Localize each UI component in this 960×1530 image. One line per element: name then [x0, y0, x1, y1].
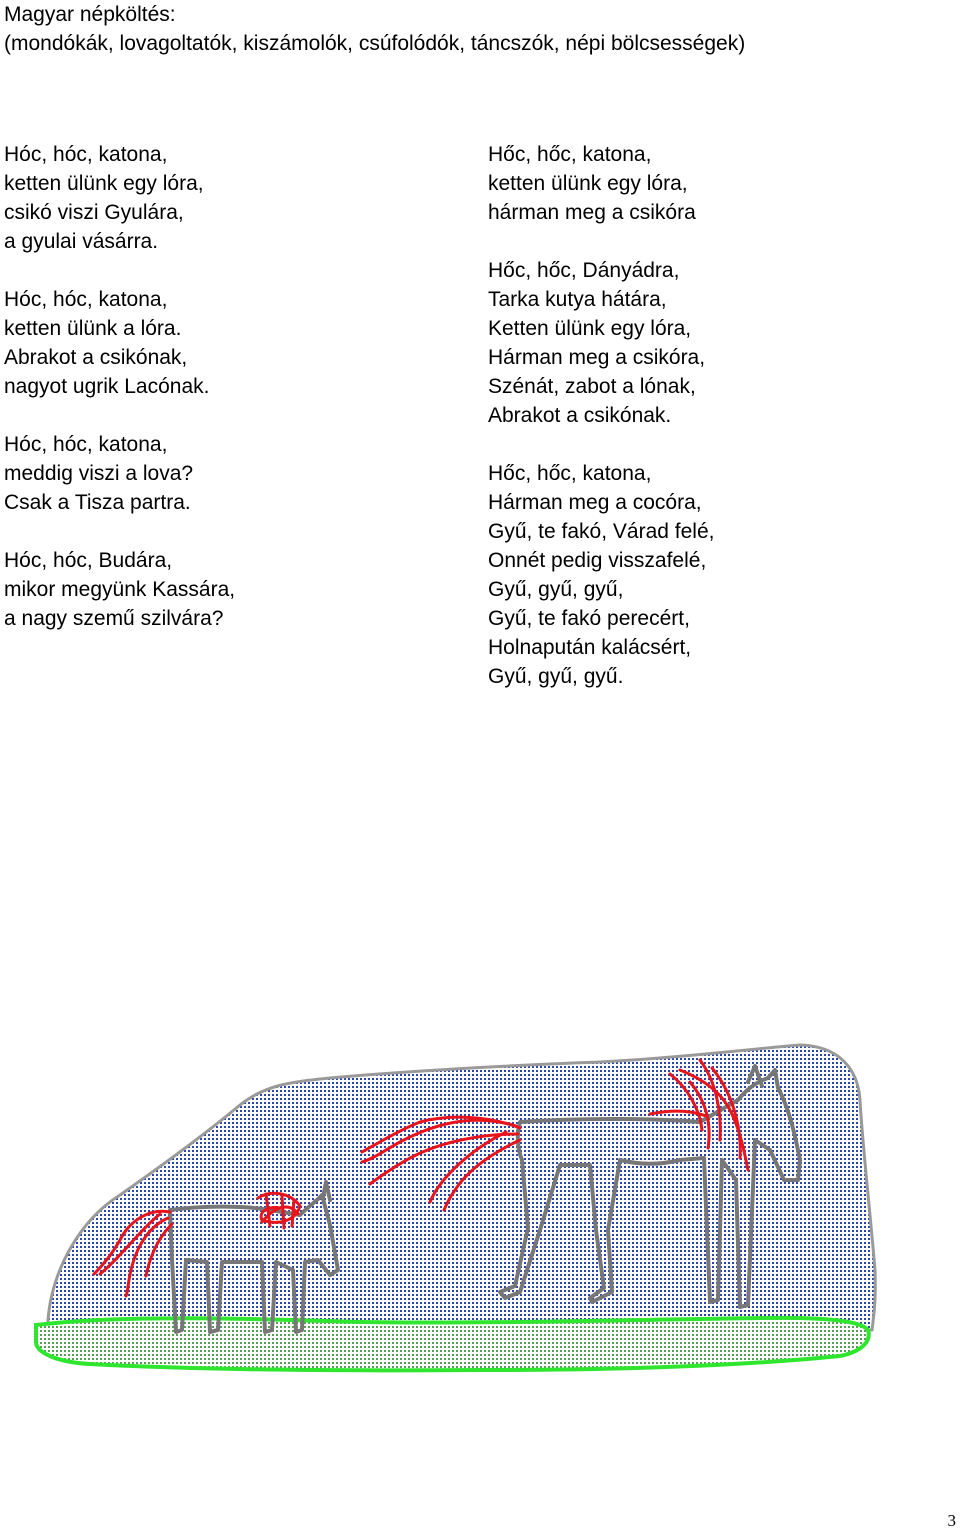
- poem-line: csikó viszi Gyulára,: [4, 201, 184, 224]
- poem-stanza: [4, 430, 474, 517]
- poem-line: Csak a Tisza partra.: [4, 491, 191, 514]
- poem-stanza: [4, 140, 474, 256]
- page-title: Magyar népköltés:: [4, 3, 176, 26]
- poem-line: ketten ülünk egy lóra,: [488, 172, 688, 195]
- poem-line: Hóc, hóc, Budára,: [4, 549, 173, 572]
- poem-line: Hóc, hóc, katona,: [4, 143, 168, 166]
- poem-line: ketten ülünk egy lóra,: [4, 172, 204, 195]
- right-poem-column: [488, 140, 958, 720]
- poem-line: nagyot ugrik Lacónak.: [4, 375, 210, 398]
- poem-line: Hárman meg a csikóra,: [488, 346, 706, 369]
- poem-line: hárman meg a csikóra: [488, 201, 696, 224]
- poem-line: Hóc, hóc, katona,: [4, 288, 168, 311]
- left-poem-column: [4, 140, 474, 662]
- grass-area: [36, 1318, 869, 1371]
- poem-line: Ketten ülünk egy lóra,: [488, 317, 692, 340]
- page-number: 3: [947, 1511, 956, 1530]
- poem-stanza: [488, 459, 958, 691]
- poem-line: Hőc, hőc, katona,: [488, 462, 652, 485]
- poem-line: Gyű, te fakó, Várad felé,: [488, 520, 715, 543]
- poem-line: a gyulai vásárra.: [4, 230, 159, 253]
- poem-stanza: [4, 285, 474, 401]
- poem-line: Hőc, hőc, katona,: [488, 143, 652, 166]
- poem-line: Gyű, gyű, gyű.: [488, 665, 624, 688]
- poem-line: Tarka kutya hátára,: [488, 288, 667, 311]
- poem-line: Onnét pedig visszafelé,: [488, 549, 707, 572]
- poem-line: mikor megyünk Kassára,: [4, 578, 236, 601]
- poem-stanza: [4, 546, 474, 633]
- poem-line: Hárman meg a cocóra,: [488, 491, 702, 514]
- poem-line: Szénát, zabot a lónak,: [488, 375, 696, 398]
- poem-stanza: [488, 256, 958, 430]
- poem-line: ketten ülünk a lóra.: [4, 317, 182, 340]
- poem-line: Hóc, hóc, katona,: [4, 433, 168, 456]
- poem-line: meddig viszi a lova?: [4, 462, 194, 485]
- poem-line: a nagy szemű szilvára?: [4, 607, 224, 630]
- poem-line: Hőc, hőc, Dányádra,: [488, 259, 680, 282]
- horse-drawing-icon: [0, 1030, 960, 1390]
- poem-line: Abrakot a csikónak,: [4, 346, 188, 369]
- page-subtitle: (mondókák, lovagoltatók, kiszámolók, csúfolódók, táncszók, népi bölcsességek): [4, 32, 746, 55]
- poem-line: Holnapután kalácsért,: [488, 636, 692, 659]
- poem-line: Abrakot a csikónak.: [488, 404, 672, 427]
- poem-line: Gyű, te fakó perecért,: [488, 607, 690, 630]
- poem-line: Gyű, gyű, gyű,: [488, 578, 624, 601]
- poem-stanza: [488, 140, 958, 227]
- page-heading: [4, 0, 745, 58]
